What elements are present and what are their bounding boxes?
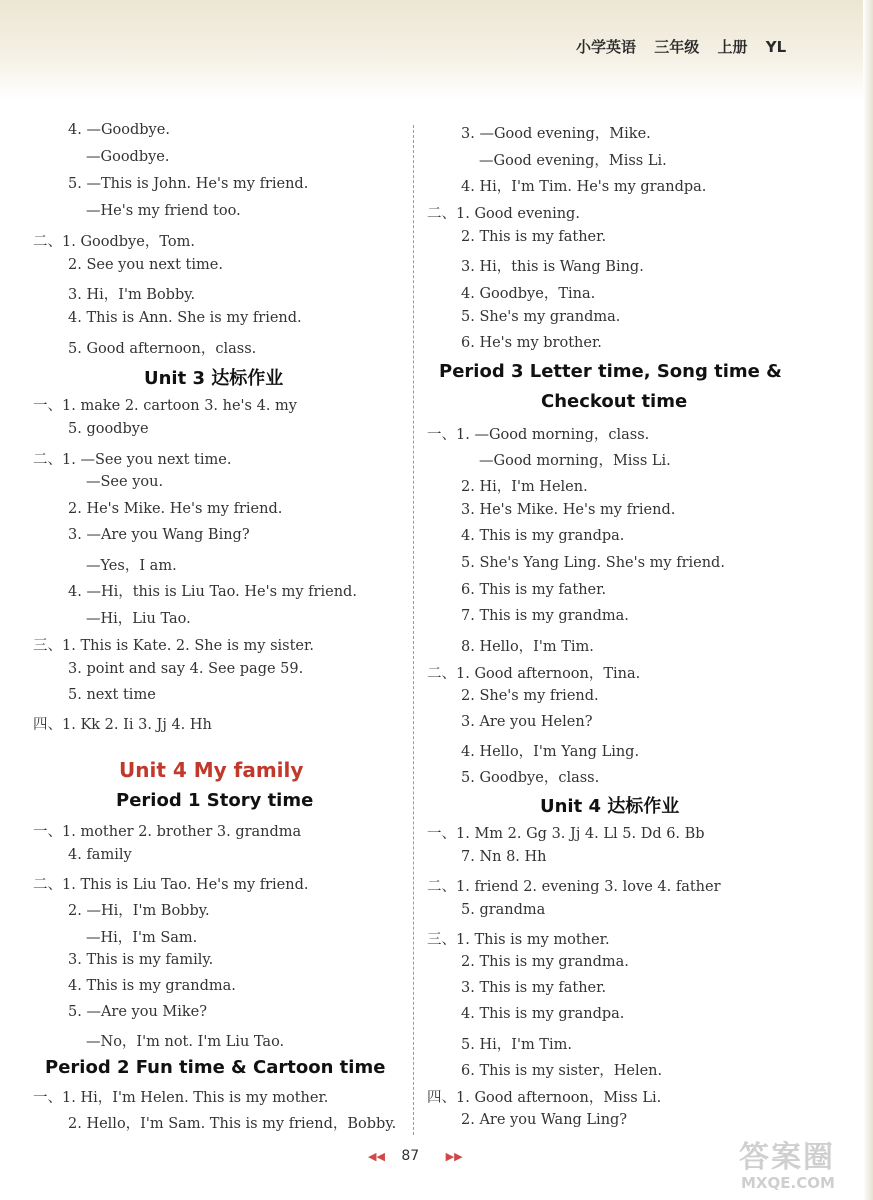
answer-line: 3. This is my family. bbox=[68, 952, 214, 968]
watermark-text: 答案圈 bbox=[739, 1140, 835, 1175]
answer-line: 2. Are you Wang Ling? bbox=[461, 1112, 628, 1128]
answer-line: 二、1. friend 2. evening 3. love 4. father bbox=[427, 879, 721, 895]
unit-heading-unit4: Unit 4 My family bbox=[119, 758, 304, 782]
answer-line: 4. Hi，I'm Tim. He's my grandpa. bbox=[461, 179, 707, 195]
answer-line: 2. See you next time. bbox=[68, 257, 223, 273]
section-heading-unit4-test: Unit 4 达标作业 bbox=[540, 796, 680, 817]
answer-line: —He's my friend too. bbox=[86, 203, 241, 219]
answer-line: 二、1. This is Liu Tao. He's my friend. bbox=[33, 877, 309, 893]
answer-line: 3. Hi，I'm Bobby. bbox=[68, 287, 196, 303]
column-divider bbox=[413, 125, 414, 1135]
header-edition: YL bbox=[765, 38, 787, 56]
answer-line: 7. This is my grandma. bbox=[461, 608, 629, 624]
answer-line: 5. She's my grandma. bbox=[461, 309, 621, 325]
answer-line: 四、1. Good afternoon，Miss Li. bbox=[427, 1090, 662, 1106]
page-footer bbox=[368, 1148, 463, 1164]
answer-line: 3. —Good evening，Mike. bbox=[461, 126, 651, 142]
answer-line: —Good evening，Miss Li. bbox=[479, 153, 667, 169]
prev-arrow-icon: ◀◀ bbox=[368, 1150, 385, 1163]
section-heading-period3-cont: Checkout time bbox=[541, 391, 688, 412]
section-heading-unit3: Unit 3 达标作业 bbox=[144, 368, 284, 389]
answer-line: 一、1. Hi，I'm Helen. This is my mother. bbox=[33, 1090, 329, 1106]
answer-line: 二、1. Good evening. bbox=[427, 206, 580, 222]
running-header bbox=[576, 36, 799, 57]
answer-line: 5. Good afternoon，class. bbox=[68, 341, 257, 357]
answer-line: 一、1. mother 2. brother 3. grandma bbox=[33, 824, 302, 840]
answer-line: 5. grandma bbox=[461, 902, 546, 918]
answer-line: 2. He's Mike. He's my friend. bbox=[68, 501, 283, 517]
answer-line: 4. Hello，I'm Yang Ling. bbox=[461, 744, 640, 760]
answer-line: 三、1. This is my mother. bbox=[427, 932, 610, 948]
answer-line: 6. This is my father. bbox=[461, 582, 607, 598]
answer-line: 二、1. —See you next time. bbox=[33, 452, 232, 468]
watermark-logo bbox=[735, 1132, 865, 1196]
answer-line: 一、1. Mm 2. Gg 3. Jj 4. Ll 5. Dd 6. Bb bbox=[427, 826, 705, 842]
answer-line: 4. This is my grandpa. bbox=[461, 528, 625, 544]
section-heading-period2: Period 2 Fun time & Cartoon time bbox=[45, 1057, 386, 1078]
section-heading-period1: Period 1 Story time bbox=[116, 790, 314, 811]
answer-line: 8. Hello，I'm Tim. bbox=[461, 639, 594, 655]
watermark-url: MXQE.COM bbox=[741, 1174, 835, 1192]
answer-line: 2. This is my father. bbox=[461, 229, 607, 245]
header-subject: 小学英语 bbox=[576, 38, 637, 56]
answer-line: 5. Goodbye，class. bbox=[461, 770, 600, 786]
answer-line: —No，I'm not. I'm Liu Tao. bbox=[86, 1034, 285, 1050]
answer-line: 二、1. Good afternoon，Tina. bbox=[427, 666, 641, 682]
answer-line: 3. —Are you Wang Bing? bbox=[68, 527, 250, 543]
answer-line: —Goodbye. bbox=[86, 149, 170, 165]
answer-line: —Yes，I am. bbox=[86, 558, 177, 574]
section-heading-period3: Period 3 Letter time, Song time & bbox=[439, 361, 782, 382]
header-volume: 上册 bbox=[717, 38, 748, 56]
header-grade: 三年级 bbox=[654, 38, 700, 56]
answer-line: 4. This is Ann. She is my friend. bbox=[68, 310, 302, 326]
answer-line: 4. Goodbye，Tina. bbox=[461, 286, 596, 302]
answer-line: 一、1. make 2. cartoon 3. he's 4. my bbox=[33, 398, 297, 414]
answer-line: 3. He's Mike. He's my friend. bbox=[461, 502, 676, 518]
answer-line: 5. —This is John. He's my friend. bbox=[68, 176, 309, 192]
answer-line: 6. He's my brother. bbox=[461, 335, 602, 351]
answer-line: 2. This is my grandma. bbox=[461, 954, 629, 970]
answer-line: 5. She's Yang Ling. She's my friend. bbox=[461, 555, 725, 571]
answer-line: 一、1. —Good morning，class. bbox=[427, 427, 650, 443]
answer-line: 2. Hello，I'm Sam. This is my friend，Bobby. bbox=[68, 1116, 397, 1132]
answer-line: 7. Nn 8. Hh bbox=[461, 849, 547, 865]
answer-line: 2. Hi，I'm Helen. bbox=[461, 479, 588, 495]
answer-line: 三、1. This is Kate. 2. She is my sister. bbox=[33, 638, 314, 654]
answer-line: —Good morning，Miss Li. bbox=[479, 453, 671, 469]
answer-line: 4. —Hi，this is Liu Tao. He's my friend. bbox=[68, 584, 357, 600]
answer-line: 3. Hi，this is Wang Bing. bbox=[461, 259, 644, 275]
answer-line: 5. next time bbox=[68, 687, 156, 703]
answer-line: 3. point and say 4. See page 59. bbox=[68, 661, 304, 677]
answer-line: 四、1. Kk 2. Ii 3. Jj 4. Hh bbox=[33, 717, 212, 733]
answer-line: 2. —Hi，I'm Bobby. bbox=[68, 903, 210, 919]
answer-line: —Hi，Liu Tao. bbox=[86, 611, 191, 627]
answer-line: —See you. bbox=[86, 474, 164, 490]
answer-line: 5. goodbye bbox=[68, 421, 149, 437]
answer-line: 5. Hi，I'm Tim. bbox=[461, 1037, 572, 1053]
answer-line: 6. This is my sister，Helen. bbox=[461, 1063, 663, 1079]
answer-line: 2. She's my friend. bbox=[461, 688, 599, 704]
next-arrow-icon: ▶▶ bbox=[445, 1150, 463, 1163]
answer-line: —Hi，I'm Sam. bbox=[86, 930, 198, 946]
page-edge bbox=[863, 0, 873, 1200]
answer-line: 4. family bbox=[68, 847, 132, 863]
answer-line: 4. This is my grandpa. bbox=[461, 1006, 625, 1022]
answer-line: 4. This is my grandma. bbox=[68, 978, 236, 994]
answer-line: 5. —Are you Mike? bbox=[68, 1004, 208, 1020]
answer-line: 3. This is my father. bbox=[461, 980, 607, 996]
answer-line: 4. —Goodbye. bbox=[68, 122, 170, 138]
answer-line: 3. Are you Helen? bbox=[461, 714, 593, 730]
answer-line: 二、1. Goodbye，Tom. bbox=[33, 234, 195, 250]
page-number: 87 bbox=[401, 1148, 420, 1164]
